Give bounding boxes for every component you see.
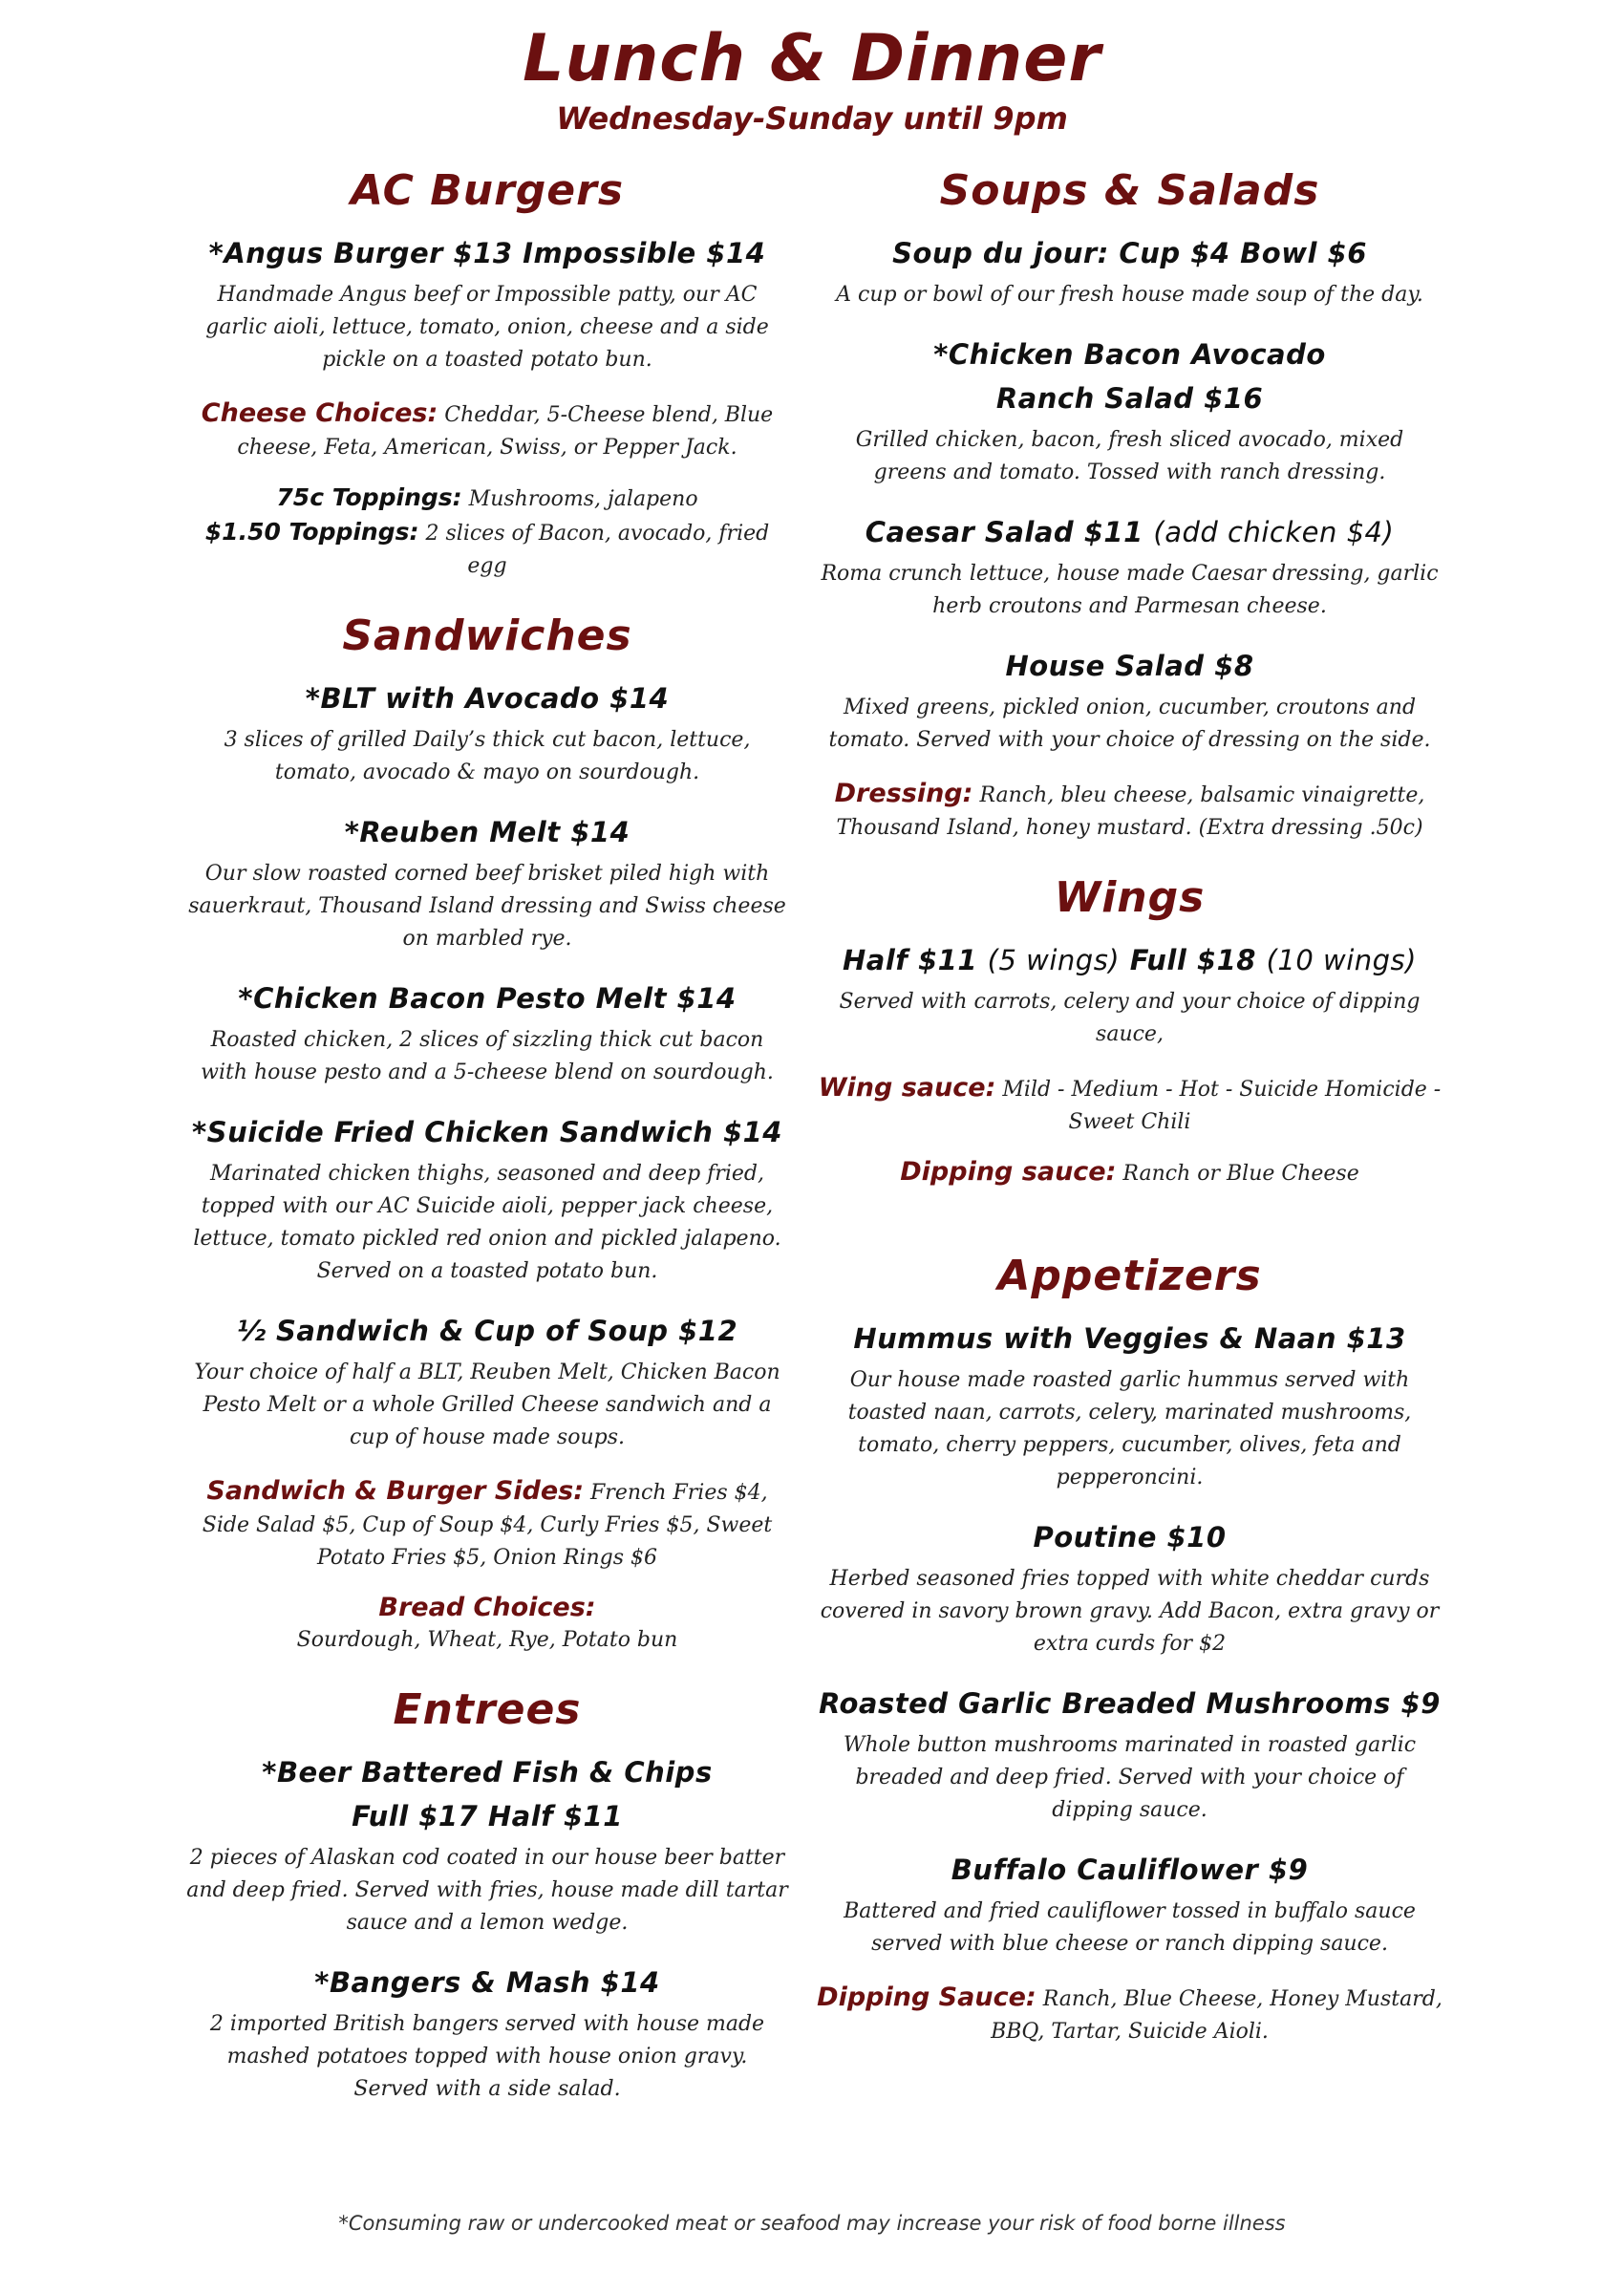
item-description: Your choice of half a BLT, Reuben Melt, Chicken Bacon Pesto Melt or a whole Grilled Cheese sandwich and a cup of house made soups. <box>194 1361 780 1449</box>
menu-hours: Wednesday-Sunday until 9pm <box>556 100 1068 137</box>
item-description: 2 imported British bangers served with house made mashed potatoes topped with house onion gravy. <box>209 2012 765 2068</box>
note-text: Cheddar, 5-Cheese blend, Blue cheese, Feta, American, Swiss, or Pepper Jack. <box>237 403 774 460</box>
item-name: *BLT with Avocado $14 <box>305 682 670 715</box>
item-description: Served with a side salad. <box>353 2077 621 2101</box>
menu-item <box>186 1309 788 1454</box>
section-sandwiches <box>186 608 788 1657</box>
item-description: A cup or bowl of our fresh house made soup of the day. <box>836 283 1423 307</box>
note-text: Mild - Medium - Hot - Suicide Homicide - Sweet Chili <box>1002 1078 1442 1134</box>
note-label: $1.50 Toppings: <box>204 518 419 546</box>
item-name <box>817 938 1442 982</box>
wings-full-count: (10 wings) <box>1266 944 1417 976</box>
toppings <box>186 482 788 583</box>
section-entrees <box>186 1682 788 2106</box>
item-description: Grilled chicken, bacon, fresh sliced avocado, mixed greens and tomato. Tossed with ranch dressing. <box>855 428 1404 484</box>
wings-full: Full $18 <box>1129 944 1256 976</box>
left-column <box>186 162 788 2131</box>
item-name: *Chicken Bacon Pesto Melt $14 <box>238 982 737 1015</box>
item-name: Buffalo Cauliflower $9 <box>951 1854 1309 1886</box>
note-text: Mushrooms, jalapeno <box>468 487 698 511</box>
section-wings <box>817 869 1442 1190</box>
section-title: Soups & Salads <box>939 166 1320 215</box>
item-description: Whole button mushrooms marinated in roasted garlic breaded and deep fried. Served with your choice of dipping sauce. <box>843 1733 1417 1822</box>
item-name <box>817 510 1442 554</box>
item-name: *Suicide Fried Chicken Sandwich $14 <box>192 1116 782 1148</box>
menu-item <box>817 938 1442 1051</box>
section-title: Sandwiches <box>342 611 632 660</box>
item-title: Caesar Salad $11 <box>865 516 1143 548</box>
note-text: Sourdough, Wheat, Rye, Potato bun <box>296 1628 678 1652</box>
note-text: Ranch, Blue Cheese, Honey Mustard, BBQ, Tartar, Suicide Aioli. <box>991 1987 1442 2044</box>
menu-item <box>186 1750 788 1939</box>
item-name: Soup du jour: Cup $4 Bowl $6 <box>892 237 1367 269</box>
menu-item <box>186 1110 788 1288</box>
section-soups-salads <box>817 162 1442 845</box>
menu-item <box>186 976 788 1089</box>
menu-item <box>817 1317 1442 1494</box>
note-text: 2 slices of Bacon, avocado, fried egg <box>425 522 770 578</box>
menu-title: Lunch & Dinner <box>523 21 1101 96</box>
bread-choices <box>186 1592 788 1657</box>
item-name: Ranch Salad $16 <box>995 382 1264 415</box>
item-name: *Beer Battered Fish & Chips <box>262 1756 713 1789</box>
item-name: Roasted Garlic Breaded Mushrooms $9 <box>819 1687 1441 1720</box>
item-name: *Angus Burger $13 Impossible $14 <box>208 237 766 269</box>
section-title: Entrees <box>393 1685 582 1734</box>
menu-item <box>817 332 1442 489</box>
item-description: Marinated chicken thighs, seasoned and deep fried, topped with our AC Suicide aioli, pepper jack cheese, lettuce, tomato pickled red onion and pickled jalapeno. Served on a toasted potato bun. <box>193 1162 781 1283</box>
menu-item <box>186 676 788 789</box>
item-description: Roma crunch lettuce, house made Caesar dressing, garlic herb croutons and Parmesan cheese. <box>821 562 1439 618</box>
appetizer-dipping-sauce <box>817 1982 1442 2048</box>
wing-dipping-sauce <box>817 1156 1442 1190</box>
item-price: Full $17 Half $11 <box>352 1800 623 1832</box>
menu-item <box>817 510 1442 623</box>
menu-item <box>817 1848 1442 1961</box>
section-title: AC Burgers <box>350 166 625 215</box>
item-description: Our house made roasted garlic hummus served with toasted naan, carrots, celery, marinated mushrooms, tomato, cherry peppers, cucumber, olives, feta and pepperoncini. <box>847 1368 1412 1489</box>
wings-half: Half $11 <box>843 944 978 976</box>
item-description: Battered and fried cauliflower tossed in buffalo sauce served with blue cheese or ranch dipping sauce. <box>844 1899 1416 1956</box>
item-description: Roasted chicken, 2 slices of sizzling thick cut bacon with house pesto and a 5-cheese blend on sourdough. <box>201 1028 774 1084</box>
food-safety-disclaimer: *Consuming raw or undercooked meat or seafood may increase your risk of food borne illness <box>338 2212 1286 2235</box>
wing-sauce <box>817 1072 1442 1139</box>
note-text: French Fries $4, Side Salad $5, Cup of Soup $4, Curly Fries $5, Sweet Potato Fries $5, Onion Rings $6 <box>202 1481 773 1570</box>
section-appetizers <box>817 1248 1442 2048</box>
sides <box>186 1475 788 1575</box>
section-title: Wings <box>1054 873 1206 922</box>
item-description: Mixed greens, pickled onion, cucumber, croutons and tomato. Served with your choice of dressing on the side. <box>828 696 1431 752</box>
item-name: ½ Sandwich & Cup of Soup $12 <box>236 1315 738 1347</box>
item-extra: (add chicken $4) <box>1153 516 1395 548</box>
menu-item <box>817 1682 1442 1827</box>
wings-half-count: (5 wings) <box>987 944 1121 976</box>
item-description: 3 slices of grilled Daily’s thick cut bacon, lettuce, tomato, avocado & mayo on sourdough. <box>224 728 751 784</box>
menu-item <box>186 810 788 955</box>
item-name: *Bangers & Mash $14 <box>314 1966 660 1999</box>
cheese-choices <box>186 397 788 464</box>
item-description: Handmade Angus beef or Impossible patty, our AC garlic aioli, lettuce, tomato, onion, cheese and a side pickle on a toasted potato bun. <box>205 283 769 372</box>
menu-item <box>186 1961 788 2106</box>
note-label: Wing sauce: <box>818 1073 996 1103</box>
note-label: Dressing: <box>834 779 973 808</box>
item-description: 2 pieces of Alaskan cod coated in our house beer batter and deep fried. Served with fries, house made dill tartar sauce and a lemon wedge. <box>186 1846 788 1935</box>
note-label: Bread Choices: <box>378 1593 596 1622</box>
section-burgers <box>186 162 788 583</box>
note-text: Ranch, bleu cheese, balsamic vinaigrette, Thousand Island, honey mustard. (Extra dressing .50c) <box>836 783 1425 840</box>
dressing-choices <box>817 778 1442 845</box>
note-label: Cheese Choices: <box>201 398 438 428</box>
item-name: House Salad $8 <box>1005 650 1254 682</box>
menu-item <box>817 1515 1442 1661</box>
section-title: Appetizers <box>997 1252 1262 1300</box>
item-description: Our slow roasted corned beef brisket piled high with sauerkraut, Thousand Island dressing and Swiss cheese on marbled rye. <box>188 862 786 951</box>
note-label: Sandwich & Burger Sides: <box>206 1476 585 1506</box>
note-label: 75c Toppings: <box>276 483 462 511</box>
menu-header <box>0 21 1624 138</box>
note-label: Dipping Sauce: <box>817 1982 1036 2012</box>
item-description: Herbed seasoned fries topped with white cheddar curds covered in savory brown gravy. Add Bacon, extra gravy or extra curds for $2 <box>820 1567 1440 1656</box>
spacer <box>817 1215 1442 1248</box>
right-column <box>817 162 1442 2073</box>
menu-item <box>817 644 1442 757</box>
item-name: Poutine $10 <box>1033 1521 1227 1554</box>
note-label: Dipping sauce: <box>900 1157 1117 1187</box>
menu-item <box>186 231 788 376</box>
note-text: Ranch or Blue Cheese <box>1122 1162 1359 1186</box>
item-description: Served with carrots, celery and your choice of dipping sauce, <box>839 990 1421 1046</box>
item-name: *Chicken Bacon Avocado <box>933 338 1326 371</box>
item-name: Hummus with Veggies & Naan $13 <box>853 1322 1406 1355</box>
item-name: *Reuben Melt $14 <box>344 816 630 848</box>
menu-item <box>817 231 1442 311</box>
